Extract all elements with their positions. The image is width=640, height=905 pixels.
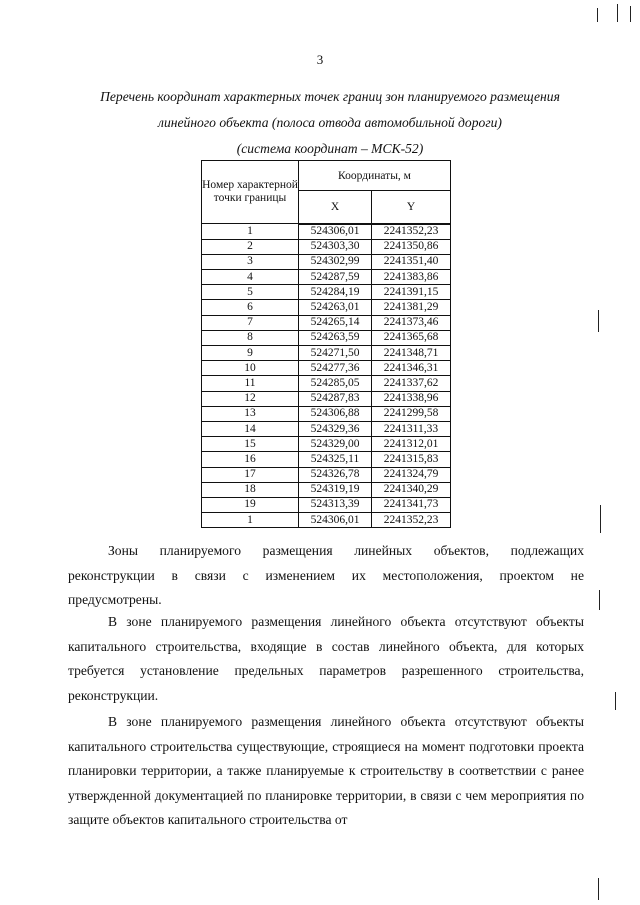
table-row [202, 224, 451, 240]
cell-x: 524287,83 [299, 391, 372, 406]
cell-y: 2241341,73 [372, 497, 451, 512]
cell-y: 2241381,29 [372, 300, 451, 315]
cell-x: 524329,00 [299, 437, 372, 452]
paragraph-3 [68, 710, 584, 833]
table-row [202, 452, 451, 467]
cell-y: 2241373,46 [372, 315, 451, 330]
page-number: 3 [316, 52, 324, 67]
cell-point-number: 6 [202, 300, 299, 315]
scan-mark [597, 8, 598, 22]
scan-mark [600, 505, 601, 533]
cell-point-number: 2 [202, 239, 299, 254]
cell-point-number: 3 [202, 254, 299, 269]
cell-x: 524306,01 [299, 513, 372, 528]
cell-point-number: 17 [202, 467, 299, 482]
scan-mark [598, 310, 599, 332]
cell-y: 2241315,83 [372, 452, 451, 467]
table-row [202, 406, 451, 421]
scan-mark [599, 590, 600, 610]
cell-x: 524263,01 [299, 300, 372, 315]
cell-y: 2241346,31 [372, 361, 451, 376]
paragraph-3-text: В зоне планируемого размещения линейного объекта отсутствуют объекты капитального строительства существующие, строящиеся на момент подготовки проекта планировки территории, а также планируемые к строительству в соответствии с ранее утвержденной документацией по планировке территории, в связи с чем мероприятия по защите объектов капитального строительства от [68, 714, 584, 827]
table-row [202, 421, 451, 436]
cell-y: 2241348,71 [372, 346, 451, 361]
cell-y: 2241352,23 [372, 513, 451, 528]
header-x: X [299, 191, 372, 224]
cell-y: 2241340,29 [372, 482, 451, 497]
scan-mark [615, 692, 616, 710]
scan-mark [630, 6, 631, 22]
cell-point-number: 1 [202, 513, 299, 528]
cell-x: 524277,36 [299, 361, 372, 376]
table-row [202, 467, 451, 482]
cell-x: 524326,78 [299, 467, 372, 482]
cell-x: 524265,14 [299, 315, 372, 330]
cell-point-number: 8 [202, 330, 299, 345]
cell-point-number: 10 [202, 361, 299, 376]
table-row [202, 239, 451, 254]
header-y: Y [372, 191, 451, 224]
cell-x: 524329,36 [299, 421, 372, 436]
table-row [202, 513, 451, 528]
title-line-3: (система координат – МСК-52) [236, 141, 424, 156]
cell-point-number: 1 [202, 224, 299, 240]
title-line-2: линейного объекта (полоса отвода автомобильной дороги) [158, 115, 502, 130]
cell-point-number: 12 [202, 391, 299, 406]
cell-point-number: 19 [202, 497, 299, 512]
cell-point-number: 18 [202, 482, 299, 497]
cell-x: 524284,19 [299, 285, 372, 300]
cell-point-number: 16 [202, 452, 299, 467]
cell-y: 2241312,01 [372, 437, 451, 452]
table-row [202, 361, 451, 376]
cell-x: 524287,59 [299, 270, 372, 285]
cell-point-number: 11 [202, 376, 299, 391]
cell-x: 524319,19 [299, 482, 372, 497]
table-row [202, 346, 451, 361]
cell-y: 2241383,86 [372, 270, 451, 285]
paragraph-2 [68, 610, 584, 708]
cell-x: 524313,39 [299, 497, 372, 512]
table-row [202, 376, 451, 391]
table-row [202, 437, 451, 452]
title-line-1: Перечень координат характерных точек границ зон планируемого размещения [100, 89, 560, 104]
cell-y: 2241324,79 [372, 467, 451, 482]
cell-point-number: 5 [202, 285, 299, 300]
paragraph-1-text: Зоны планируемого размещения линейных объектов, подлежащих реконструкции в связи с изменением их местоположения, проектом не предусмотрены. [68, 543, 584, 607]
cell-x: 524263,59 [299, 330, 372, 345]
cell-point-number: 9 [202, 346, 299, 361]
table-row [202, 330, 451, 345]
cell-y: 2241299,58 [372, 406, 451, 421]
cell-point-number: 14 [202, 421, 299, 436]
cell-point-number: 4 [202, 270, 299, 285]
table-row [202, 482, 451, 497]
cell-y: 2241391,15 [372, 285, 451, 300]
cell-x: 524325,11 [299, 452, 372, 467]
table-row [202, 391, 451, 406]
table-row [202, 497, 451, 512]
table-row [202, 285, 451, 300]
cell-y: 2241311,33 [372, 421, 451, 436]
header-point-number: Номер характерной точки границы [202, 161, 299, 224]
table-row [202, 270, 451, 285]
table-body [202, 224, 451, 528]
cell-x: 524285,05 [299, 376, 372, 391]
coordinates-table [201, 160, 451, 528]
cell-y: 2241337,62 [372, 376, 451, 391]
cell-y: 2241351,40 [372, 254, 451, 269]
scan-mark [598, 878, 599, 900]
cell-x: 524306,88 [299, 406, 372, 421]
cell-y: 2241338,96 [372, 391, 451, 406]
cell-y: 2241352,23 [372, 224, 451, 240]
cell-x: 524306,01 [299, 224, 372, 240]
scan-mark [617, 4, 618, 22]
cell-point-number: 7 [202, 315, 299, 330]
paragraph-2-text: В зоне планируемого размещения линейного объекта отсутствуют объекты капитального строительства, входящие в состав линейного объекта, для которых требуется установление предельных параметров разрешенного строительства, реконструкции. [68, 614, 584, 703]
table-row [202, 254, 451, 269]
cell-point-number: 15 [202, 437, 299, 452]
paragraph-1 [68, 539, 584, 613]
cell-y: 2241365,68 [372, 330, 451, 345]
cell-x: 524271,50 [299, 346, 372, 361]
table-row [202, 300, 451, 315]
cell-y: 2241350,86 [372, 239, 451, 254]
cell-x: 524303,30 [299, 239, 372, 254]
table-title [60, 84, 600, 162]
cell-point-number: 13 [202, 406, 299, 421]
table-row [202, 315, 451, 330]
header-coordinates: Координаты, м [299, 161, 451, 191]
cell-x: 524302,99 [299, 254, 372, 269]
